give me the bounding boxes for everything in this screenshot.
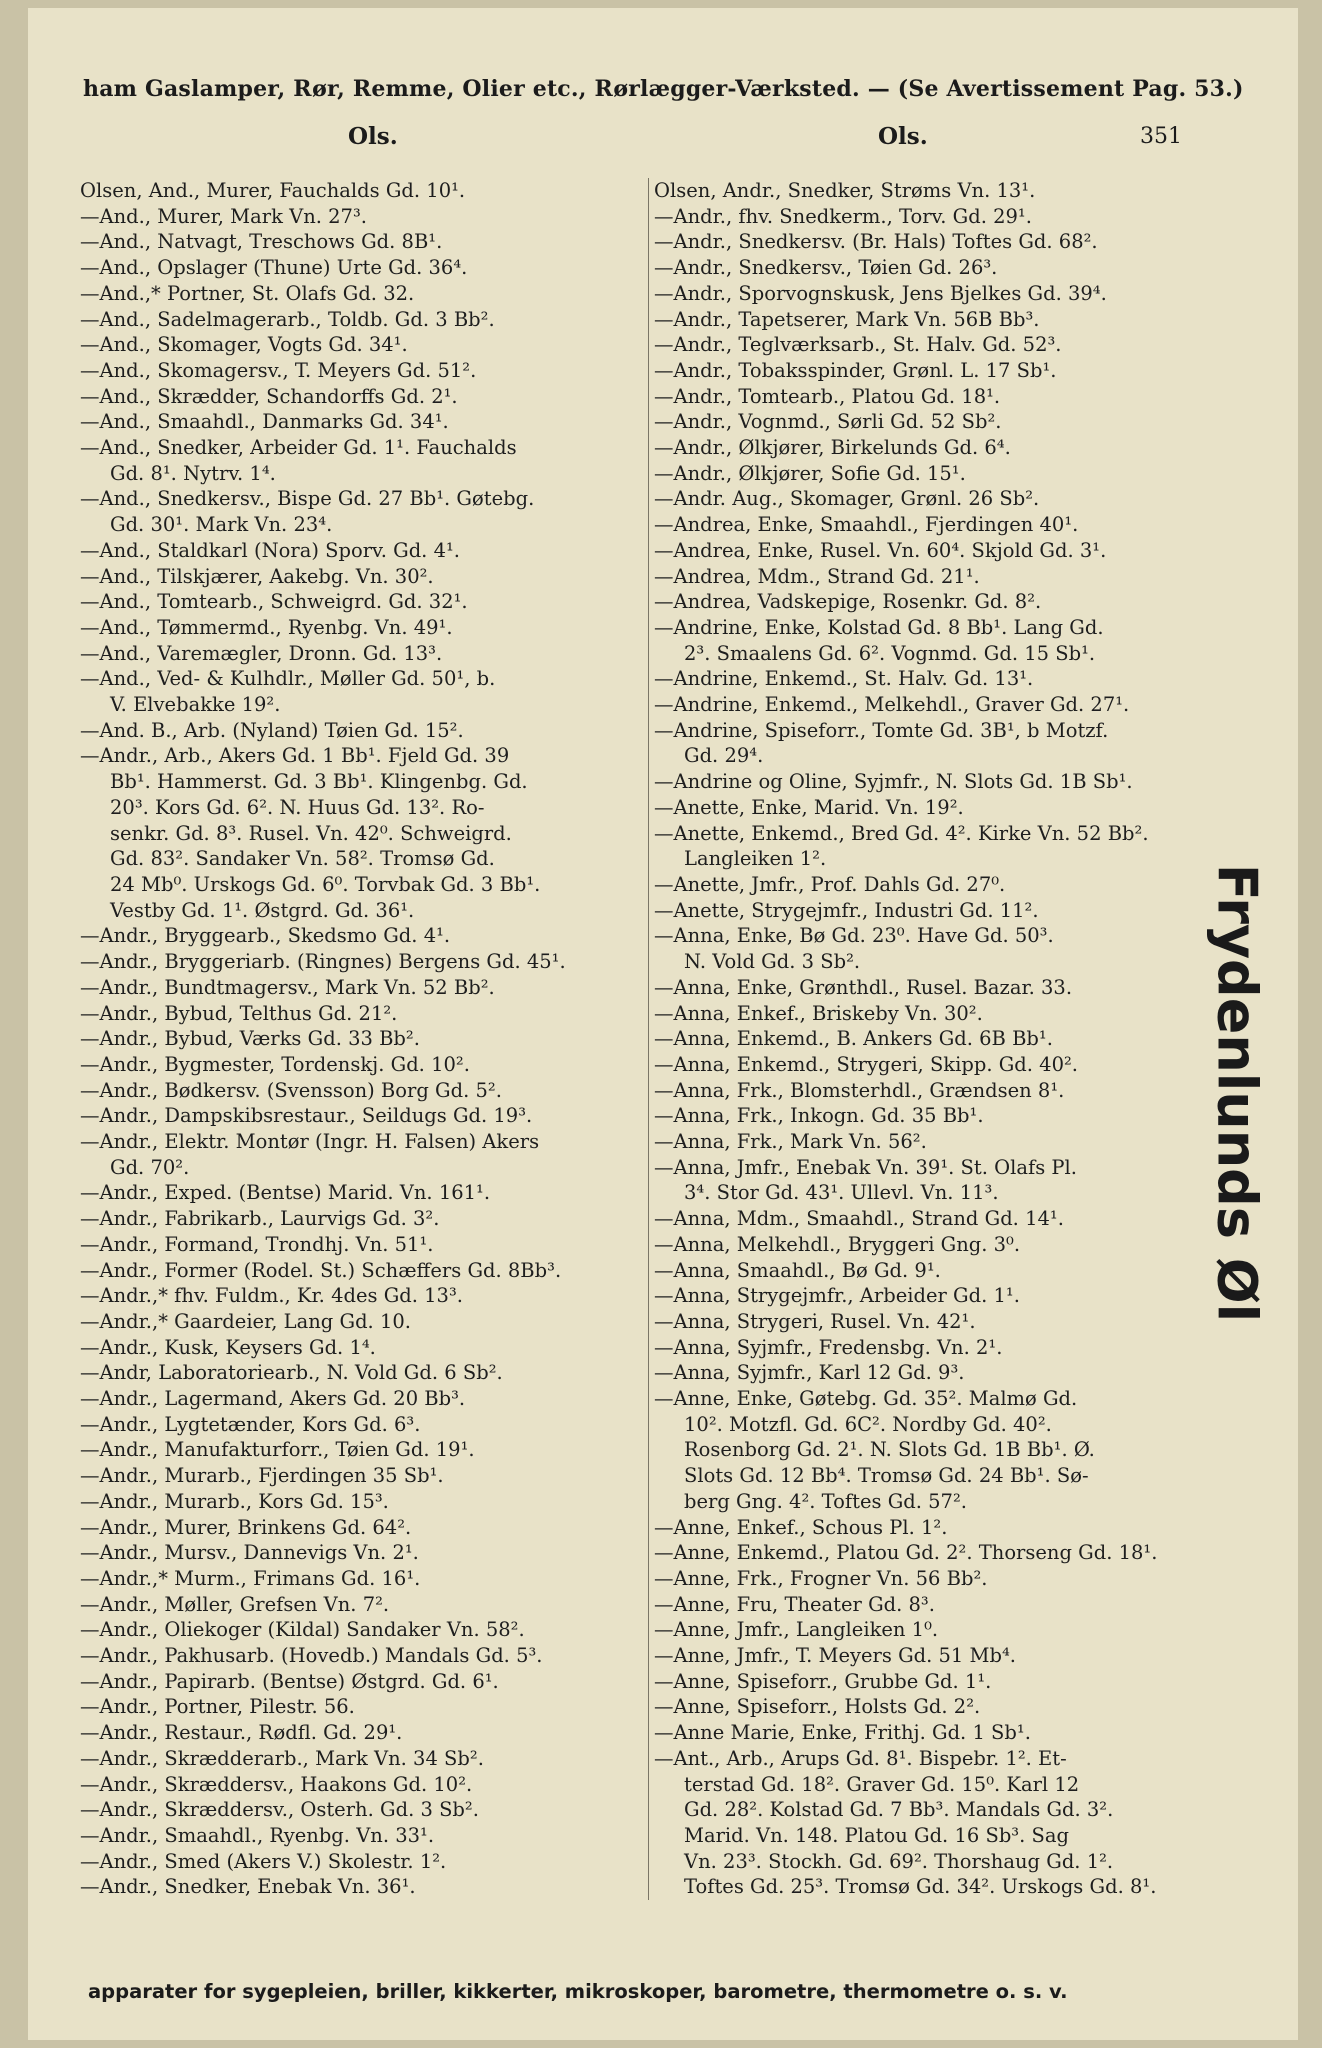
directory-entry: [80, 564, 658, 590]
directory-entry: [80, 1026, 658, 1052]
entry-line: —And., Varemægler, Dronn. Gd. 13³.: [80, 641, 443, 665]
entry-line: —Andr.,* Murm., Frimans Gd. 16¹.: [80, 1566, 421, 1590]
entry-line: —And., Snedkersv., Bispe Gd. 27 Bb¹. Gøtebg.: [80, 487, 535, 511]
entry-line: —Andr.,* fhv. Fuldm., Kr. 4des Gd. 13³.: [80, 1284, 463, 1308]
directory-entry: [654, 281, 1254, 307]
entry-line: —Anne, Fru, Theater Gd. 8³.: [654, 1592, 935, 1616]
entry-line: —Andr., Elektr. Montør (Ingr. H. Falsen) Akers: [80, 1130, 540, 1154]
directory-entry: [80, 1669, 658, 1695]
directory-entry: [80, 718, 658, 744]
entry-line: —And., Tilskjærer, Aakebg. Vn. 30².: [80, 564, 434, 588]
entry-line: —Andr., Tapetserer, Mark Vn. 56B Bb³.: [654, 307, 1040, 331]
directory-entry: [654, 1206, 1254, 1232]
entry-line: —Andr., Ølkjører, Birkelunds Gd. 6⁴.: [654, 436, 1011, 460]
entry-line: —Anne, Enkemd., Platou Gd. 2². Thorseng Gd. 18¹.: [654, 1541, 1158, 1565]
directory-entry: [80, 743, 658, 923]
entry-line: —Anne, Jmfr., Langleiken 1⁰.: [654, 1618, 939, 1642]
directory-entry: [80, 1720, 658, 1746]
entry-line: —Andr., Papirarb. (Bentse) Østgrd. Gd. 6¹.: [80, 1669, 499, 1693]
entry-line: —Andr., Smaahdl., Ryenbg. Vn. 33¹.: [80, 1824, 435, 1847]
page-number: 351: [1140, 124, 1182, 149]
directory-entry: [654, 1515, 1254, 1541]
entry-line: —Andr., Kusk, Keysers Gd. 1⁴.: [80, 1335, 376, 1359]
entry-line: —Andrea, Vadskepige, Rosenkr. Gd. 8².: [654, 590, 1042, 614]
entry-line: Slots Gd. 12 Bb⁴. Tromsø Gd. 24 Bb¹. Sø-: [684, 1464, 1089, 1488]
directory-entry: [654, 898, 1254, 924]
entry-line: —Anna, Enke, Grønthdl., Rusel. Bazar. 33.: [654, 975, 1073, 999]
entry-line: —Andr., Lygtetænder, Kors Gd. 6³.: [80, 1412, 421, 1436]
directory-entry: [654, 332, 1254, 358]
directory-entry: [80, 1592, 658, 1618]
entry-line: —Andr., Bygmester, Tordenskj. Gd. 10².: [80, 1052, 470, 1076]
right-keyword: Ols.: [878, 123, 928, 150]
directory-entry: [80, 1103, 658, 1129]
directory-entry: [80, 1874, 658, 1900]
directory-entry: [654, 1720, 1254, 1746]
directory-entry: [654, 666, 1254, 692]
directory-entry: [654, 1335, 1254, 1361]
directory-entry: [80, 1437, 658, 1463]
entry-line: —Andr., Skræddersv., Haakons Gd. 10².: [80, 1772, 473, 1796]
entry-line: —And., Opslager (Thune) Urte Gd. 36⁴.: [80, 256, 468, 280]
entry-line: —Andr., Bundtmagersv., Mark Vn. 52 Bb².: [80, 975, 495, 999]
directory-entry: [654, 718, 1254, 769]
entry-line: —Andr., Bryggeriarb. (Ringnes) Bergens Gd. 45¹.: [80, 950, 566, 974]
entry-line: —Anne Marie, Enke, Frithj. Gd. 1 Sb¹.: [654, 1721, 1031, 1745]
entry-line: —Anna, Frk., Blomsterhdl., Grændsen 8¹.: [654, 1078, 1065, 1102]
entry-line: Langleiken 1².: [684, 847, 827, 871]
directory-entry: [654, 1643, 1254, 1669]
directory-entry: [654, 564, 1254, 590]
entry-line: senkr. Gd. 8³. Rusel. Vn. 42⁰. Schweigrd.: [110, 821, 512, 845]
directory-entry: [654, 538, 1254, 564]
directory-entry: [654, 461, 1254, 487]
directory-entry: [80, 1232, 658, 1258]
directory-entry: [80, 332, 658, 358]
entry-line: Gd. 70².: [110, 1155, 190, 1179]
directory-entry: [80, 949, 658, 975]
directory-entry: [654, 1592, 1254, 1618]
entry-line: —Andr., Ølkjører, Sofie Gd. 15¹.: [654, 461, 966, 485]
directory-entry: [80, 486, 658, 537]
entry-line: —And., Ved- & Kulhdlr., Møller Gd. 50¹, b.: [80, 667, 496, 691]
entry-line: —Andr., Lagermand, Akers Gd. 20 Bb³.: [80, 1387, 466, 1411]
directory-entry: [80, 975, 658, 1001]
entry-line: —Anna, Mdm., Smaahdl., Strand Gd. 14¹.: [654, 1207, 1064, 1231]
directory-entry: [654, 1129, 1254, 1155]
directory-entry: [654, 1258, 1254, 1284]
entry-line: —Andrine, Enkemd., St. Halv. Gd. 13¹.: [654, 667, 1034, 691]
entry-line: —And., Murer, Mark Vn. 27³.: [80, 204, 367, 228]
side-advertisement: [1203, 858, 1271, 1328]
directory-entry: [654, 1232, 1254, 1258]
entry-line: —Andr., Vognmd., Sørli Gd. 52 Sb².: [654, 410, 1002, 434]
advertisement-header: ham Gaslamper, Rør, Remme, Olier etc., Rørlægger-Værksted. — (Se Avertissement Pag. 53.): [83, 76, 1244, 102]
entry-line: —Andr., Smed (Akers V.) Skolestr. 1².: [80, 1849, 447, 1873]
entry-line: Olsen, Andr., Snedker, Strøms Vn. 13¹.: [654, 179, 1036, 202]
directory-entry: [80, 1386, 658, 1412]
entry-line: —Andr., Murarb., Kors Gd. 15³.: [80, 1489, 389, 1513]
directory-entry: [80, 255, 658, 281]
entry-line: —Andr., Snedker, Enebak Vn. 36¹.: [80, 1875, 416, 1899]
entry-line: —Andrea, Enke, Rusel. Vn. 60⁴. Skjold Gd. 3¹.: [654, 538, 1107, 562]
directory-entry: [80, 1772, 658, 1798]
directory-entry: [654, 1617, 1254, 1643]
directory-entry: [80, 1258, 658, 1284]
directory-entry: [80, 1052, 658, 1078]
entry-line: —Andr., fhv. Snedkerm., Torv. Gd. 29¹.: [654, 204, 1032, 228]
entry-line: —Andr., Bybud, Telthus Gd. 21².: [80, 1001, 398, 1025]
directory-entry: [654, 589, 1254, 615]
entry-line: Toftes Gd. 25³. Tromsø Gd. 34². Urskogs Gd. 8¹.: [684, 1875, 1157, 1899]
entry-line: —Ant., Arb., Arups Gd. 8¹. Bispebr. 1². Et-: [654, 1746, 1067, 1770]
entry-line: —Anne, Jmfr., T. Meyers Gd. 51 Mb⁴.: [654, 1644, 1016, 1668]
entry-line: —Andr., Teglværksarb., St. Halv. Gd. 52³.: [654, 333, 1062, 357]
entry-line: —Andr., Pakhusarb. (Hovedb.) Mandals Gd. 5³.: [80, 1644, 543, 1668]
directory-entry: [80, 1001, 658, 1027]
directory-entry: [654, 1386, 1254, 1515]
directory-entry: [654, 1669, 1254, 1695]
left-column: [80, 178, 658, 1900]
entry-line: 3⁴. Stor Gd. 43¹. Ullevl. Vn. 11³.: [684, 1181, 999, 1205]
entry-line: —Andr., Tobaksspinder, Grønl. L. 17 Sb¹.: [654, 358, 1057, 382]
directory-entry: [80, 281, 658, 307]
entry-line: —Anna, Enkef., Briskeby Vn. 30².: [654, 1001, 983, 1025]
entry-line: —Andr., Formand, Trondhj. Vn. 51¹.: [80, 1232, 434, 1256]
directory-entry: [654, 384, 1254, 410]
entry-line: Bb¹. Hammerst. Gd. 3 Bb¹. Klingenbg. Gd.: [110, 770, 528, 794]
entry-line: —Andr., Snedkersv., Tøien Gd. 26³.: [654, 256, 998, 280]
directory-entry: [80, 589, 658, 615]
directory-entry: [80, 1643, 658, 1669]
directory-entry: [654, 409, 1254, 435]
entry-line: —Anna, Syjmfr., Karl 12 Gd. 9³.: [654, 1361, 965, 1385]
entry-line: —Andr., Former (Rodel. St.) Schæffers Gd. 8Bb³.: [80, 1258, 562, 1282]
entry-line: Olsen, And., Murer, Fauchalds Gd. 10¹.: [80, 179, 466, 202]
directory-entry: [654, 1103, 1254, 1129]
side-advertisement-text: Frydenlunds Øl: [1205, 863, 1269, 1323]
entry-line: Vestby Gd. 1¹. Østgrd. Gd. 36¹.: [110, 898, 415, 922]
directory-entry: [80, 1206, 658, 1232]
entry-line: —And., Snedker, Arbeider Gd. 1¹. Fauchalds: [80, 436, 517, 460]
entry-line: —Anna, Jmfr., Enebak Vn. 39¹. St. Olafs Pl.: [654, 1155, 1077, 1179]
entry-line: —Anne, Spiseforr., Grubbe Gd. 1¹.: [654, 1669, 992, 1693]
directory-entry: [654, 821, 1254, 872]
entry-line: —Anna, Frk., Inkogn. Gd. 35 Bb¹.: [654, 1104, 984, 1128]
entry-line: 20³. Kors Gd. 6². N. Huus Gd. 13². Ro-: [110, 795, 485, 819]
entry-line: —Anna, Enkemd., B. Ankers Gd. 6B Bb¹.: [654, 1027, 1053, 1051]
directory-entry: [654, 1052, 1254, 1078]
directory-page: [28, 8, 1298, 2040]
entry-line: —Andr., Exped. (Bentse) Marid. Vn. 161¹.: [80, 1181, 491, 1205]
entry-line: —Anna, Frk., Mark Vn. 56².: [654, 1130, 927, 1154]
directory-entry: [654, 769, 1254, 795]
entry-line: —Andr., Mursv., Dannevigs Vn. 2¹.: [80, 1541, 419, 1565]
entry-line: —Andr., Tomtearb., Platou Gd. 18¹.: [654, 384, 1001, 408]
entry-line: —Anne, Enkef., Schous Pl. 1².: [654, 1515, 948, 1539]
entry-line: —Andr., Skræddersv., Osterh. Gd. 3 Sb².: [80, 1798, 479, 1822]
directory-entry: [654, 512, 1254, 538]
entry-line: —And. B., Arb. (Nyland) Tøien Gd. 15².: [80, 718, 464, 742]
directory-entry: [80, 384, 658, 410]
entry-line: —Andrea, Enke, Smaahdl., Fjerdingen 40¹.: [654, 513, 1079, 537]
directory-entry: [654, 178, 1254, 204]
entry-line: —And.,* Portner, St. Olafs Gd. 32.: [80, 281, 415, 305]
directory-entry: [80, 1335, 658, 1361]
entry-line: Gd. 28². Kolstad Gd. 7 Bb³. Mandals Gd. 3².: [684, 1798, 1114, 1822]
entry-line: —And., Skrædder, Schandorffs Gd. 2¹.: [80, 384, 458, 408]
entry-line: Marid. Vn. 148. Platou Gd. 16 Sb³. Sag: [684, 1824, 1069, 1847]
directory-entry: [654, 795, 1254, 821]
directory-entry: [80, 1180, 658, 1206]
left-keyword: Ols.: [348, 123, 398, 150]
entry-line: —Andr., Bødkersv. (Svensson) Borg Gd. 5².: [80, 1078, 502, 1102]
entry-line: —Andr., Murer, Brinkens Gd. 64².: [80, 1515, 412, 1539]
directory-entry: [654, 435, 1254, 461]
directory-entry: [654, 229, 1254, 255]
directory-entry: [654, 307, 1254, 333]
entry-line: —Andr., Manufakturforr., Tøien Gd. 19¹.: [80, 1438, 475, 1462]
right-column: [648, 178, 1254, 1900]
entry-line: —Andr., Portner, Pilestr. 56.: [80, 1695, 355, 1719]
directory-entry: [80, 409, 658, 435]
directory-entry: [654, 358, 1254, 384]
directory-entry: [654, 255, 1254, 281]
directory-entry: [80, 615, 658, 641]
entry-line: 10². Motzfl. Gd. 6C². Nordby Gd. 40².: [684, 1412, 1052, 1436]
entry-line: —Andr., Murarb., Fjerdingen 35 Sb¹.: [80, 1464, 444, 1488]
entry-line: —Andrine, Enke, Kolstad Gd. 8 Bb¹. Lang Gd.: [654, 615, 1104, 639]
directory-entry: [80, 435, 658, 486]
directory-entry: [80, 641, 658, 667]
entry-line: —And., Staldkarl (Nora) Sporv. Gd. 4¹.: [80, 538, 461, 562]
directory-entry: [80, 1617, 658, 1643]
entry-line: Gd. 29⁴.: [684, 744, 764, 768]
entry-line: —Andrine og Oline, Syjmfr., N. Slots Gd. 1B Sb¹.: [654, 770, 1133, 794]
entry-line: —Anette, Enke, Marid. Vn. 19².: [654, 795, 964, 819]
entry-line: —Andrea, Mdm., Strand Gd. 21¹.: [654, 564, 980, 588]
entry-line: —Andr., Oliekoger (Kildal) Sandaker Vn. 58².: [80, 1618, 525, 1642]
directory-entry: [80, 923, 658, 949]
directory-entry: [654, 1078, 1254, 1104]
entry-line: —Anna, Syjmfr., Fredensbg. Vn. 2¹.: [654, 1335, 1003, 1359]
entry-line: —And., Tomtearb., Schweigrd. Gd. 32¹.: [80, 590, 468, 614]
entry-line: Gd. 8¹. Nytrv. 1⁴.: [110, 461, 276, 485]
entry-line: 24 Mb⁰. Urskogs Gd. 6⁰. Torvbak Gd. 3 Bb¹.: [110, 872, 541, 896]
directory-entry: [654, 1540, 1254, 1566]
directory-entry: [654, 975, 1254, 1001]
entry-line: —Andr., Møller, Grefsen Vn. 7².: [80, 1592, 390, 1616]
directory-entry: [80, 1849, 658, 1875]
entry-line: —Anna, Smaahdl., Bø Gd. 9¹.: [654, 1258, 941, 1282]
entry-line: terstad Gd. 18². Graver Gd. 15⁰. Karl 12: [684, 1772, 1080, 1796]
entry-line: Rosenborg Gd. 2¹. N. Slots Gd. 1B Bb¹. Ø.: [684, 1438, 1095, 1462]
entry-line: berg Gng. 4². Toftes Gd. 57².: [684, 1489, 967, 1513]
entry-line: Vn. 23³. Stockh. Gd. 69². Thorshaug Gd. 1².: [684, 1849, 1114, 1873]
directory-entry: [654, 204, 1254, 230]
entry-line: —Andr., Sporvognskusk, Jens Bjelkes Gd. 39⁴.: [654, 281, 1107, 305]
entry-line: —Andr., Bybud, Værks Gd. 33 Bb².: [80, 1027, 420, 1051]
directory-entry: [80, 1283, 658, 1309]
directory-entry: [80, 1412, 658, 1438]
directory-entry: [80, 1540, 658, 1566]
directory-entry: [654, 1566, 1254, 1592]
entry-line: —Anna, Strygejmfr., Arbeider Gd. 1¹.: [654, 1284, 1020, 1308]
directory-entry: [654, 1694, 1254, 1720]
entry-line: Gd. 30¹. Mark Vn. 23⁴.: [110, 513, 333, 537]
entry-line: 2³. Smaalens Gd. 6². Vognmd. Gd. 15 Sb¹.: [684, 641, 1096, 665]
directory-entry: [654, 1155, 1254, 1206]
directory-entry: [80, 1360, 658, 1386]
entry-line: —And., Smaahdl., Danmarks Gd. 34¹.: [80, 410, 449, 434]
entry-line: —Anna, Strygeri, Rusel. Vn. 42¹.: [654, 1309, 976, 1333]
directory-entry: [654, 615, 1254, 666]
advertisement-footer: apparater for sygepleien, briller, kikkerter, mikroskoper, barometre, thermometre o. s. v.: [88, 1980, 1068, 2003]
entry-line: —Andr., Fabrikarb., Laurvigs Gd. 3².: [80, 1207, 440, 1231]
directory-entry: [80, 1566, 658, 1592]
entry-line: —Andrine, Spiseforr., Tomte Gd. 3B¹, b Motzf.: [654, 718, 1109, 742]
directory-entry: [80, 307, 658, 333]
entry-line: —Anette, Strygejmfr., Industri Gd. 11².: [654, 898, 1039, 922]
entry-line: V. Elvebakke 19².: [110, 693, 281, 717]
entry-line: —Anna, Enke, Bø Gd. 23⁰. Have Gd. 50³.: [654, 924, 1054, 948]
directory-entry: [80, 1078, 658, 1104]
entry-line: —Anna, Melkehdl., Bryggeri Gng. 3⁰.: [654, 1232, 1021, 1256]
directory-entry: [80, 1463, 658, 1489]
directory-entry: [80, 666, 658, 717]
directory-entry: [80, 178, 658, 204]
entry-line: —Anne, Enke, Gøtebg. Gd. 35². Malmø Gd.: [654, 1387, 1078, 1411]
directory-entry: [80, 1129, 658, 1180]
directory-entry: [654, 1283, 1254, 1309]
entry-line: —Anne, Frk., Frogner Vn. 56 Bb².: [654, 1566, 988, 1590]
entry-line: —And., Tømmermd., Ryenbg. Vn. 49¹.: [80, 615, 453, 639]
entry-line: N. Vold Gd. 3 Sb².: [684, 950, 861, 974]
entry-line: —And., Sadelmagerarb., Toldb. Gd. 3 Bb².: [80, 307, 495, 331]
entry-line: —Andr., Skrædderarb., Mark Vn. 34 Sb².: [80, 1746, 484, 1770]
entry-line: —Andr.,* Gaardeier, Lang Gd. 10.: [80, 1309, 411, 1333]
directory-entry: [80, 1489, 658, 1515]
entry-line: —Andrine, Enkemd., Melkehdl., Graver Gd. 27¹.: [654, 693, 1130, 717]
entry-line: —Andr., Snedkersv. (Br. Hals) Toftes Gd. 68².: [654, 230, 1098, 254]
directory-entry: [80, 1746, 658, 1772]
directory-entry: [80, 1694, 658, 1720]
entry-line: —Anna, Enkemd., Strygeri, Skipp. Gd. 40².: [654, 1052, 1079, 1076]
entry-line: —Anette, Jmfr., Prof. Dahls Gd. 27⁰.: [654, 872, 1006, 896]
entry-line: —Andr., Dampskibsrestaur., Seildugs Gd. 19³.: [80, 1104, 533, 1128]
entry-line: —Andr, Laboratoriearb., N. Vold Gd. 6 Sb².: [80, 1361, 503, 1385]
entry-line: —And., Natvagt, Treschows Gd. 8B¹.: [80, 230, 443, 254]
directory-entry: [654, 692, 1254, 718]
entry-line: —Andr., Bryggearb., Skedsmo Gd. 4¹.: [80, 924, 451, 948]
directory-entry: [654, 1746, 1254, 1900]
entry-line: Gd. 83². Sandaker Vn. 58². Tromsø Gd.: [110, 847, 495, 871]
directory-entry: [654, 1001, 1254, 1027]
entry-line: —Andr. Aug., Skomager, Grønl. 26 Sb².: [654, 487, 1040, 511]
directory-entry: [80, 1797, 658, 1823]
directory-entry: [654, 923, 1254, 974]
entry-line: —Andr., Arb., Akers Gd. 1 Bb¹. Fjeld Gd. 39: [80, 744, 510, 768]
directory-entry: [80, 538, 658, 564]
entry-line: —And., Skomager, Vogts Gd. 34¹.: [80, 333, 408, 357]
directory-entry: [654, 1026, 1254, 1052]
directory-entry: [80, 1515, 658, 1541]
directory-entry: [80, 229, 658, 255]
entry-line: —Anne, Spiseforr., Holsts Gd. 2².: [654, 1695, 981, 1719]
entry-line: —Anette, Enkemd., Bred Gd. 4². Kirke Vn. 52 Bb².: [654, 821, 1149, 845]
directory-entry: [654, 1309, 1254, 1335]
directory-entry: [80, 204, 658, 230]
entry-line: —And., Skomagersv., T. Meyers Gd. 51².: [80, 358, 477, 382]
directory-entry: [654, 1360, 1254, 1386]
directory-entry: [654, 872, 1254, 898]
entry-line: —Andr., Restaur., Rødfl. Gd. 29¹.: [80, 1721, 403, 1745]
directory-entry: [80, 1309, 658, 1335]
directory-entry: [80, 1823, 658, 1849]
directory-entry: [80, 358, 658, 384]
directory-entry: [654, 486, 1254, 512]
